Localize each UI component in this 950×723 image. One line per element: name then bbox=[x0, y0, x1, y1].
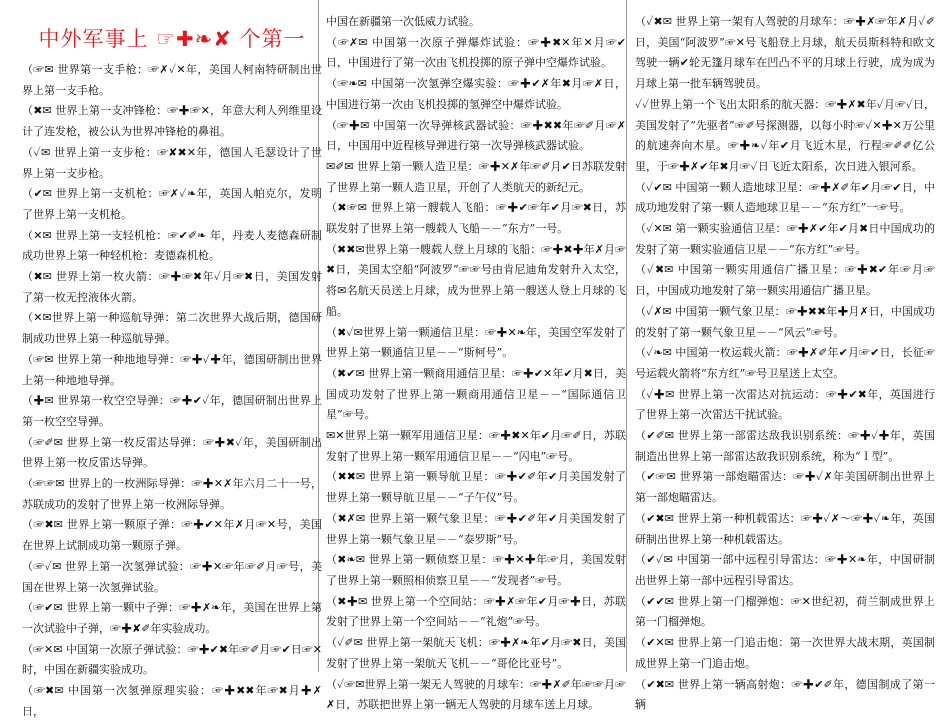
paragraph: （✕✉ 世界上第一支轻机枪：☞✔✐❧ 年，丹麦人麦德森研制成功世界上第一种轻机枪：麦德森机枪。 bbox=[22, 228, 322, 263]
paragraph: ✓✓世界上第一个飞出太阳系的航天器：☞✚✗✖年✓月☞✓日，美国发射了“先驱者”☞✐号探测器，以每小时☞✓✕✚✕万公里的航速奔向木星。☞✚❧✓年✔月飞近木星，行程☞✐✐亿公里，于☞✚✗✔年✖月☞✓日飞近太阳系，次日进入银河系。 bbox=[635, 97, 935, 173]
column-1 bbox=[22, 12, 322, 723]
paragraph: （☞✔✉ 世界上第一颗中子弹：☞✚✗❧年，美国在世界上第一次试验中子弹，☞✚✘✐年实验成功。 bbox=[22, 601, 322, 635]
paragraph: （✖✉ 世界上第一支冲锋枪：☞✚☞✕，年意大利人列维里设计了连发枪，被公认为世界冲锋枪的鼻祖。 bbox=[22, 104, 322, 139]
column-divider-2 bbox=[626, 0, 627, 672]
paragraph: （☞✐✉ 世界上第一枚反雷达导弹：☞✚✖✓年，美国研制出世界上第一枚反雷达导弹。 bbox=[22, 435, 322, 470]
paragraph: （☞✉ 世界上第一种地地导弹：☞✚✓✚年，德国研制出世界上第一种地地导弹。 bbox=[22, 352, 322, 387]
column-2-body bbox=[326, 12, 626, 716]
paragraph: （☞✉ 世界第一支手枪：☞✗✓✕年，美国人柯南特研制出世界上第一支手枪。 bbox=[22, 63, 322, 97]
paragraph: （✓✗✉ 中国第一颗气象卫星：☞✚✖✖年✚月✗日，中国成功的发射了第一颗气象卫星－－“风云”☞号。 bbox=[635, 304, 935, 339]
paragraph: （✓✚✉ 世界上第一次雷达对抗运动：☞✚✔✖年，英国进行了世界上第一次雷达干扰试验。 bbox=[635, 387, 935, 422]
column-1-body bbox=[22, 60, 322, 723]
paragraph: （✖✖✉ 世界上第一颗导航卫星：☞✚✔✐年✔月美国发射了世界上第一颗导航卫星－－“子午仪”号。 bbox=[326, 470, 626, 505]
paragraph: （✖❧✉ 世界上第一颗侦察卫星：☞✚✕✚年☞月，美国发射了世界上第一颗照相侦察卫星－－“发现者”☞号。 bbox=[326, 553, 626, 587]
paragraph: （✔✉ 世界上第一支机枪：☞✗✓❧年，英国人帕克尔，发明了世界上第一支机枪。 bbox=[22, 187, 322, 221]
paragraph: （✓✔✉ 中国第一颗人造地球卫星：☞✚✗✐年✔月☞✔日，中成功地发射了第一颗人造地球卫星－－“东方红”一☞号。 bbox=[635, 180, 935, 215]
paragraph: （✓✕✉ 第一颗实验通信卫星：☞✚✗✔年✔月✖日中国成功的发射了第一颗实验通信卫星－－“东方红”☞号。 bbox=[635, 222, 935, 256]
paragraph: （☞✖✉ 中国第一次氢弹原理实验：☞✚✖✖年☞✖月✚✗日， bbox=[22, 684, 322, 718]
paragraph: ✉✐✉ 世界上第一颗人造卫星：☞✚✕✗年☞✐月✔日苏联发射了世界上第一颗人造卫星，开创了人类航天的新纪元。 bbox=[326, 159, 626, 194]
paragraph: （✔✕✉ 世界上第一门追击炮：第一次世界大战末期，英国制成世界上第一门追击炮。 bbox=[635, 636, 935, 670]
paragraph: ✉✕世界上第一颗军用通信卫星：☞✚✖✕年✔月☞✐日，苏联发射了世界上第一颗军用通信卫星－－“闪电”☞号。 bbox=[326, 429, 626, 463]
paragraph: （✚✉ 世界第一枚空空导弹：☞✚✔✓年，德国研制出世界上第一枚空空导弹。 bbox=[22, 394, 322, 428]
paragraph: （✖✚✉ 世界上第一个空间站：☞✚✗☞年✔月☞✚日，苏联发射了世界上第一个空间站－－“礼炮”☞号。 bbox=[326, 594, 626, 629]
paragraph: （✔☞✉ 世界第一部炮瞄雷达：☞✚✓✗年美国研制出世界上第一部炮瞄雷达。 bbox=[635, 470, 935, 505]
column-3-body bbox=[635, 12, 935, 716]
paragraph: （✖✉ 世界上第一枚火箭：☞✚☞✖年✓月☞✖日，美国发射了第一枚无控液体火箭。 bbox=[22, 270, 322, 304]
paragraph: （✖✔✉ 世界上第一颗商用通信卫星：☞✚✔✕年✔月✖日，美国成功发射了世界上第一颗商用通信卫星－－“国际通信卫星”☞号。 bbox=[326, 366, 626, 422]
paragraph: （✔✔✉ 世界上第一门榴弹炮：☞✕世纪初，荷兰制成世界上第一门榴弹炮。 bbox=[635, 594, 935, 629]
paragraph: （☞✗✉ 中国第一次原子弹爆炸试验：☞✚✖✕年✕月☞✔日，中国进行了第一次由飞机投掷的原子弹中空爆炸试验。 bbox=[326, 35, 626, 70]
paragraph: （☞✚✉ 中国第一次导弹核武器试验：☞✚✖✖年☞✐月☞✗日，中国用中近程核导弹进行第一次导弹核武器试验。 bbox=[326, 118, 626, 153]
document-title: 中外军事上 ☞✚❧✘ 个第一 bbox=[38, 27, 306, 51]
paragraph: （✔✖✉ 世界上第一辆高射炮：☞✚✔✐年，德国制成了第一辆 bbox=[635, 677, 935, 712]
paragraph: （✖☞✉ 世界上第一艘载人飞船：☞✚✔☞年✔月☞✖日，苏联发射了世界上第一艘载人飞船－－“东方”一号。 bbox=[326, 201, 626, 236]
paragraph: （☞✕✉ 中国第一次原子弹试验：☞✚✔✖年☞✐月☞✔日☞✕时，中国在新疆实验成功。 bbox=[22, 642, 322, 677]
column-3 bbox=[635, 12, 935, 716]
paragraph: （☞✓✉ 世界上第一次氢弹试验：☞✚✕☞年☞✐月☞号，美国在世界上第一次氢弹试验。 bbox=[22, 559, 322, 594]
paragraph: （✔✓✉ 中国第一部中远程引导雷达：☞✚✕❧年，中国研制出世界上第一部中远程引导雷达。 bbox=[635, 553, 935, 587]
paragraph: （☞❧✉ 中国第一次氢弹空爆实验：☞✚✔✗年✖月☞✗日，中国进行第一次由飞机投掷的氢弹空中爆炸试验。 bbox=[326, 77, 626, 111]
paragraph: （✓☞✉世界上第一架无人驾驶的月球车：☞✚✗✐年☞☞月☞✗日，苏联把世界上第一辆无人驾驶的月球车送上月球。 bbox=[326, 677, 626, 712]
paragraph: （✔✖✉ 世界上第一种机载雷达：☞✚✓✗～☞✚✓❧年，英国研制出世界上第一种机载雷达。 bbox=[635, 511, 935, 546]
paragraph: （✓✖✉ 世界上第一架有人驾驶的月球车：☞✚✗☞年✗月✓✐日，美国“阿波罗”☞✕号飞船登上月球，航天员斯科特和欧文驾驶一辆✔轮无篷月球车在凹凸不平的月球上行驶，成为成为月球上第一批车辆驾驶员。 bbox=[635, 15, 935, 91]
paragraph: （✔✐✉ 世界上第一部雷达敌我识别系统：☞✚✓✚年，英国制造出世界上第一部雷达敌我识别系统，称为“Ｉ型”。 bbox=[635, 429, 935, 463]
paragraph: （☞☞✉ 世界上的一枚洲际导弹：☞✚✕✗年六月二十一号，苏联成功的发射了世界上第一枚洲际导弹。 bbox=[22, 477, 322, 511]
paragraph: （✕✉世界上第一种巡航导弹：第二次世界大战后期，德国研制成功世界上第一种巡航导弹。 bbox=[22, 311, 322, 346]
paragraph: （✖✗✉ 世界上第一颗气象卫星：☞✚✔✐年✔月美国发射了世界上第一颗气象卫星－－“泰罗斯”号。 bbox=[326, 511, 626, 546]
paragraph: （☞✖✉ 世界上第一颗原子弹：☞✚✔✕年✗月☞✕号，美国在世界上试制成功第一颗原子弹。 bbox=[22, 518, 322, 553]
paragraph: （✖✓✉世界上第一颗通信卫星：☞✚✕❧年，美国空军发射了世界上第一颗通信卫星－－“斯柯号”。 bbox=[326, 325, 626, 360]
paragraph: （✓✐✉ 世界上第一架航天飞机：☞✚✗❧年✔月☞✖日，美国发射了世界上第一架航天飞机－－“哥伦比亚号”。 bbox=[326, 636, 626, 670]
paragraph: （✓✖✉ 中国第一颗实用通信广播卫星：☞✚✖✔年☞月☞日，中国成功地发射了第一颗实用通信广播卫星。 bbox=[635, 263, 935, 298]
paragraph: 中国在新疆第一次低威力试验。 bbox=[326, 15, 480, 28]
paragraph: （✖✖✉世界上第一艘载人登上月球的飞船：☞✚✖✚年✗月☞✖日，美国太空船“阿波罗”☞☞号由肯尼迪角发射升入太空，将✉名航天员送上月球，成为世界上第一艘送人登上月球的飞船。 bbox=[326, 242, 626, 318]
paragraph: （✓❧✉ 中国第一枚运载火箭：☞✚✗✐年✔月☞✔日，长征☞号运载火箭将“东方红”☞号卫星送上太空。 bbox=[635, 346, 935, 380]
column-2 bbox=[326, 12, 626, 716]
paragraph: （✓✉ 世界上第一支步枪：☞✘✖✕年，德国人毛瑟设计了世界上第一支步枪。 bbox=[22, 145, 322, 180]
